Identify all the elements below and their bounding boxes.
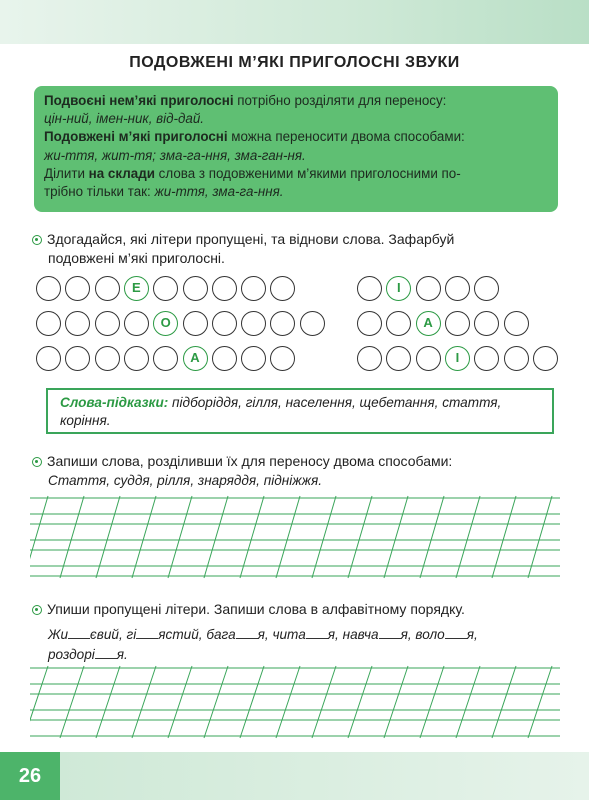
letter-circle[interactable] [474, 311, 499, 336]
blank-field[interactable] [445, 625, 467, 639]
letter-circle[interactable] [504, 311, 529, 336]
letter-circle[interactable] [212, 311, 237, 336]
rule-line-4: жи-ття, жит-тя; зма-га-ння, зма-ган-ня. [44, 147, 306, 163]
blank-field[interactable] [306, 625, 328, 639]
letter-circle[interactable] [300, 311, 325, 336]
letter-circle[interactable]: Е [124, 276, 149, 301]
letter-circle[interactable] [474, 346, 499, 371]
letter-circle[interactable] [153, 276, 178, 301]
letter-circle[interactable] [416, 346, 441, 371]
letter-circle[interactable] [95, 276, 120, 301]
letter-circle[interactable]: А [183, 346, 208, 371]
letter-circle[interactable] [241, 346, 266, 371]
bullet-icon [32, 457, 42, 467]
page-number: 26 [0, 752, 60, 800]
letter-circle[interactable] [357, 346, 382, 371]
letter-circle[interactable]: І [386, 276, 411, 301]
rule-line-1: Подвоєні нем’які приголосні потрібно розділяти для переносу: [44, 93, 447, 108]
letter-circle[interactable] [533, 346, 558, 371]
letter-circle[interactable]: О [153, 311, 178, 336]
letter-circle[interactable] [270, 311, 295, 336]
letter-circle[interactable] [474, 276, 499, 301]
letter-circle[interactable] [95, 311, 120, 336]
letter-circle[interactable] [504, 346, 529, 371]
letter-circle[interactable] [212, 346, 237, 371]
letter-circle[interactable] [95, 346, 120, 371]
rule-line-6: трібно тільки так: жи-ття, зма-га-ння. [44, 184, 284, 200]
letter-circle[interactable] [241, 311, 266, 336]
letter-circle[interactable] [386, 311, 411, 336]
blank-field[interactable] [236, 625, 258, 639]
task-2-instruction: Запиши слова, розділивши їх для переносу двома способами: Стаття, суддя, рілля, знаряддя, підніжжя. [32, 452, 562, 490]
letter-circle[interactable] [416, 276, 441, 301]
letter-circle[interactable] [270, 346, 295, 371]
writing-grid-1[interactable] [30, 494, 560, 580]
letter-circle[interactable]: І [445, 346, 470, 371]
letter-circle[interactable] [36, 346, 61, 371]
blank-field[interactable] [68, 625, 90, 639]
letter-circle[interactable] [241, 276, 266, 301]
rule-line-5: Ділити на склади слова з подовженими м’якими приголосними по- [44, 165, 461, 181]
letter-circle[interactable] [124, 311, 149, 336]
writing-grid-2[interactable] [30, 664, 560, 746]
letter-circle[interactable] [183, 276, 208, 301]
letter-circle[interactable] [445, 276, 470, 301]
rule-box [34, 86, 558, 212]
letter-circle[interactable] [36, 311, 61, 336]
task-1-instruction: Здогадайся, які літери пропущені, та віднови слова. Зафарбуй подовжені м’які приголосні. [32, 230, 562, 268]
letter-circle[interactable] [270, 276, 295, 301]
bullet-icon [32, 605, 42, 615]
letter-circle[interactable] [65, 276, 90, 301]
letter-circle[interactable] [124, 346, 149, 371]
page-title: ПОДОВЖЕНІ М’ЯКІ ПРИГОЛОСНІ ЗВУКИ [129, 54, 460, 71]
rule-line-3: Подовжені м’які приголосні можна переносити двома способами: [44, 129, 465, 145]
footer-band [60, 752, 589, 800]
hint-box: Слова-підказки: підборіддя, гілля, населення, щебетання, стаття, коріння. [46, 388, 554, 434]
letter-circle[interactable] [357, 276, 382, 301]
letter-circle[interactable] [357, 311, 382, 336]
letter-circle[interactable] [183, 311, 208, 336]
blank-field[interactable] [95, 645, 117, 659]
letter-circle[interactable] [445, 311, 470, 336]
bullet-icon [32, 235, 42, 245]
letter-circle[interactable] [65, 311, 90, 336]
top-band [0, 0, 589, 44]
letter-circle[interactable] [153, 346, 178, 371]
letter-circle[interactable] [36, 276, 61, 301]
blank-field[interactable] [136, 625, 158, 639]
rule-line-2: цін-ний, імен-ник, від-дай. [44, 111, 205, 127]
letter-circle[interactable]: А [416, 311, 441, 336]
letter-circle[interactable] [386, 346, 411, 371]
letter-circle[interactable] [212, 276, 237, 301]
task-3-instruction: Упиши пропущені літери. Запиши слова в алфавітному порядку. [32, 600, 562, 619]
blank-field[interactable] [379, 625, 401, 639]
task-3-words: Жи євий, гі ястий, бага я, чита я, навча я, воло я, роздорі я. [48, 627, 478, 662]
letter-circle[interactable] [65, 346, 90, 371]
